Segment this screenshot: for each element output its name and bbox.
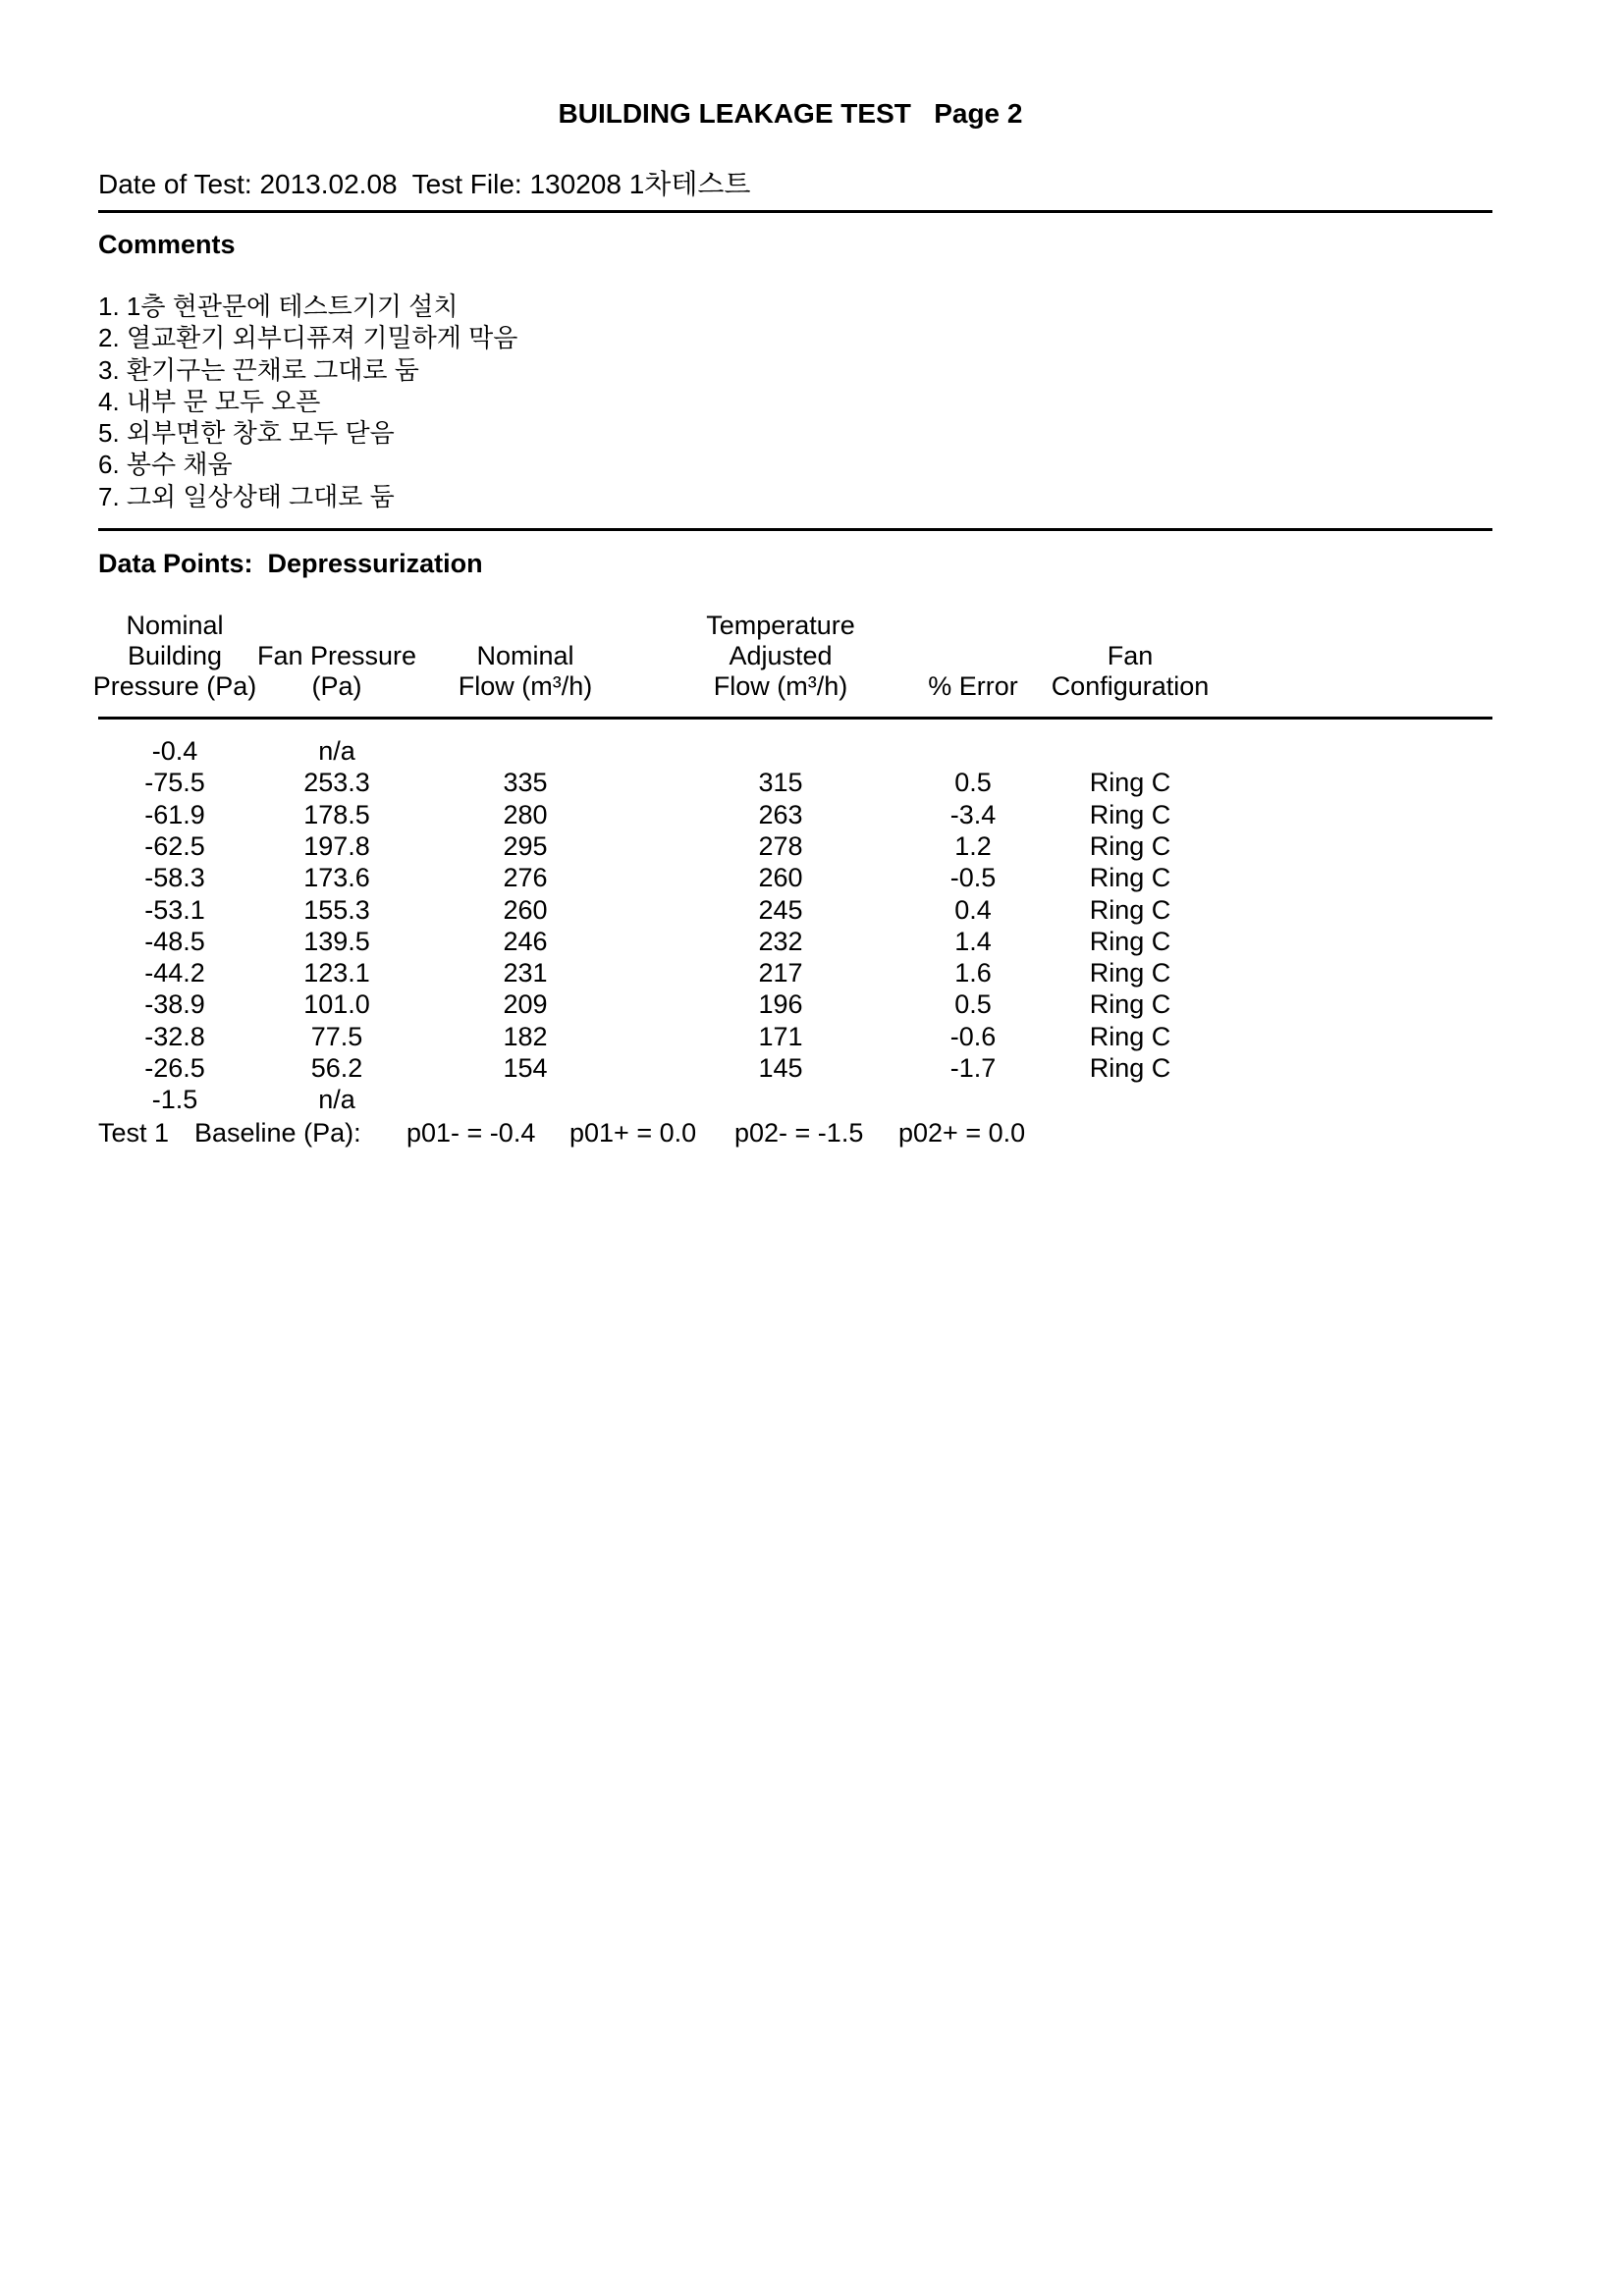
cell-adjusted-flow: 232 bbox=[758, 926, 803, 956]
cell-fan-pressure: n/a bbox=[318, 736, 355, 766]
cell-fan-config: Ring C bbox=[1089, 1021, 1171, 1051]
cell-fan-config: Ring C bbox=[1089, 768, 1171, 798]
test-meta bbox=[98, 163, 750, 202]
cell-percent-error: -1.7 bbox=[949, 1053, 997, 1083]
cell-percent-error: 1.6 bbox=[954, 958, 992, 988]
cell-building-pressure: -0.4 bbox=[151, 736, 198, 766]
cell-nominal-flow: 295 bbox=[503, 830, 548, 861]
cell-adjusted-flow: 315 bbox=[758, 768, 803, 798]
baseline-value: p02- = -1.5 bbox=[734, 1118, 864, 1148]
cell-percent-error: 1.2 bbox=[954, 830, 992, 861]
cell-adjusted-flow: 217 bbox=[758, 958, 803, 988]
cell-adjusted-flow: 171 bbox=[758, 1021, 803, 1051]
file-label: Test File: bbox=[411, 169, 522, 199]
cell-nominal-flow: 276 bbox=[503, 863, 548, 893]
cell-percent-error: 0.4 bbox=[954, 894, 992, 925]
header-building-pressure: Building bbox=[127, 641, 223, 670]
cell-building-pressure: -48.5 bbox=[144, 926, 205, 956]
cell-building-pressure: -1.5 bbox=[151, 1085, 198, 1115]
comment-item: 5. 외부면한 창호 모두 닫음 bbox=[98, 418, 395, 449]
cell-fan-pressure: 155.3 bbox=[303, 894, 370, 925]
cell-nominal-flow: 246 bbox=[503, 926, 548, 956]
header-nominal-flow: Flow (m³/h) bbox=[458, 671, 593, 701]
cell-fan-pressure: 197.8 bbox=[303, 830, 370, 861]
header-fan-pressure: (Pa) bbox=[311, 671, 362, 701]
header-building-pressure: Pressure (Pa) bbox=[92, 671, 257, 701]
cell-nominal-flow: 182 bbox=[503, 1021, 548, 1051]
cell-adjusted-flow: 196 bbox=[758, 989, 803, 1020]
cell-nominal-flow: 280 bbox=[503, 799, 548, 829]
header-adjusted-flow: Adjusted bbox=[729, 641, 833, 670]
cell-percent-error: 1.4 bbox=[954, 926, 992, 956]
comment-item: 4. 내부 문 모두 오픈 bbox=[98, 386, 321, 416]
header-adjusted-flow: Flow (m³/h) bbox=[713, 671, 848, 701]
cell-fan-pressure: 56.2 bbox=[310, 1053, 363, 1083]
baseline-value: p01+ = 0.0 bbox=[569, 1118, 697, 1148]
cell-adjusted-flow: 278 bbox=[758, 830, 803, 861]
cell-building-pressure: -62.5 bbox=[144, 830, 205, 861]
date-label: Date of Test: bbox=[98, 169, 252, 199]
header-percent-error: % Error bbox=[928, 671, 1018, 701]
divider bbox=[98, 528, 1492, 531]
comment-item: 7. 그외 일상상태 그대로 둠 bbox=[98, 481, 395, 511]
cell-nominal-flow: 231 bbox=[503, 958, 548, 988]
cell-building-pressure: -53.1 bbox=[144, 894, 205, 925]
comment-item: 2. 열교환기 외부디퓨져 기밀하게 막음 bbox=[98, 323, 518, 353]
cell-fan-config: Ring C bbox=[1089, 894, 1171, 925]
cell-fan-pressure: 178.5 bbox=[303, 799, 370, 829]
cell-building-pressure: -32.8 bbox=[144, 1021, 205, 1051]
cell-fan-config: Ring C bbox=[1089, 926, 1171, 956]
cell-fan-config: Ring C bbox=[1089, 830, 1171, 861]
cell-building-pressure: -26.5 bbox=[144, 1053, 205, 1083]
cell-building-pressure: -44.2 bbox=[144, 958, 205, 988]
date-value: 2013.02.08 bbox=[259, 169, 398, 199]
cell-fan-config: Ring C bbox=[1089, 799, 1171, 829]
cell-fan-pressure: n/a bbox=[318, 1085, 355, 1115]
cell-nominal-flow: 209 bbox=[503, 989, 548, 1020]
cell-percent-error: 0.5 bbox=[954, 989, 992, 1020]
comment-item: 1. 1층 현관문에 테스트기기 설치 bbox=[98, 292, 459, 321]
cell-percent-error: -0.5 bbox=[949, 863, 997, 893]
cell-building-pressure: -58.3 bbox=[144, 863, 205, 893]
header-fan-pressure: Fan Pressure bbox=[256, 641, 417, 670]
comments-list bbox=[98, 291, 517, 512]
cell-percent-error: -0.6 bbox=[949, 1021, 997, 1051]
cell-fan-config: Ring C bbox=[1089, 989, 1171, 1020]
cell-adjusted-flow: 145 bbox=[758, 1053, 803, 1083]
cell-building-pressure: -38.9 bbox=[144, 989, 205, 1020]
cell-building-pressure: -75.5 bbox=[144, 768, 205, 798]
baseline-test-label: Test 1 bbox=[98, 1118, 170, 1148]
comment-item: 3. 환기구는 끈채로 그대로 둠 bbox=[98, 354, 419, 385]
cell-nominal-flow: 260 bbox=[503, 894, 548, 925]
cell-adjusted-flow: 263 bbox=[758, 799, 803, 829]
cell-fan-config: Ring C bbox=[1089, 1053, 1171, 1083]
divider bbox=[98, 210, 1492, 213]
cell-nominal-flow: 154 bbox=[503, 1053, 548, 1083]
page-title: BUILDING LEAKAGE TEST Page 2 bbox=[558, 98, 1023, 129]
cell-fan-pressure: 253.3 bbox=[303, 768, 370, 798]
cell-adjusted-flow: 245 bbox=[758, 894, 803, 925]
baseline-value: p02+ = 0.0 bbox=[898, 1118, 1026, 1148]
header-fan-config: Fan bbox=[1107, 641, 1154, 670]
header-building-pressure: Nominal bbox=[126, 611, 224, 640]
cell-fan-pressure: 77.5 bbox=[310, 1021, 363, 1051]
cell-percent-error: 0.5 bbox=[954, 768, 992, 798]
cell-fan-config: Ring C bbox=[1089, 863, 1171, 893]
divider bbox=[98, 717, 1492, 720]
header-adjusted-flow: Temperature bbox=[706, 611, 855, 640]
baseline-value: p01- = -0.4 bbox=[406, 1118, 536, 1148]
cell-fan-pressure: 173.6 bbox=[303, 863, 370, 893]
cell-fan-pressure: 101.0 bbox=[303, 989, 370, 1020]
data-points-heading: Data Points: Depressurization bbox=[98, 549, 483, 578]
header-fan-config: Configuration bbox=[1051, 671, 1210, 701]
cell-adjusted-flow: 260 bbox=[758, 863, 803, 893]
comment-item: 6. 봉수 채움 bbox=[98, 450, 233, 480]
file-value: 130208 1차테스트 bbox=[529, 169, 751, 199]
baseline-label: Baseline (Pa): bbox=[194, 1118, 361, 1148]
cell-nominal-flow: 335 bbox=[503, 768, 548, 798]
comments-heading: Comments bbox=[98, 230, 236, 259]
cell-percent-error: -3.4 bbox=[949, 799, 997, 829]
cell-building-pressure: -61.9 bbox=[144, 799, 205, 829]
header-nominal-flow: Nominal bbox=[476, 641, 574, 670]
cell-fan-pressure: 123.1 bbox=[303, 958, 370, 988]
cell-fan-config: Ring C bbox=[1089, 958, 1171, 988]
cell-fan-pressure: 139.5 bbox=[303, 926, 370, 956]
